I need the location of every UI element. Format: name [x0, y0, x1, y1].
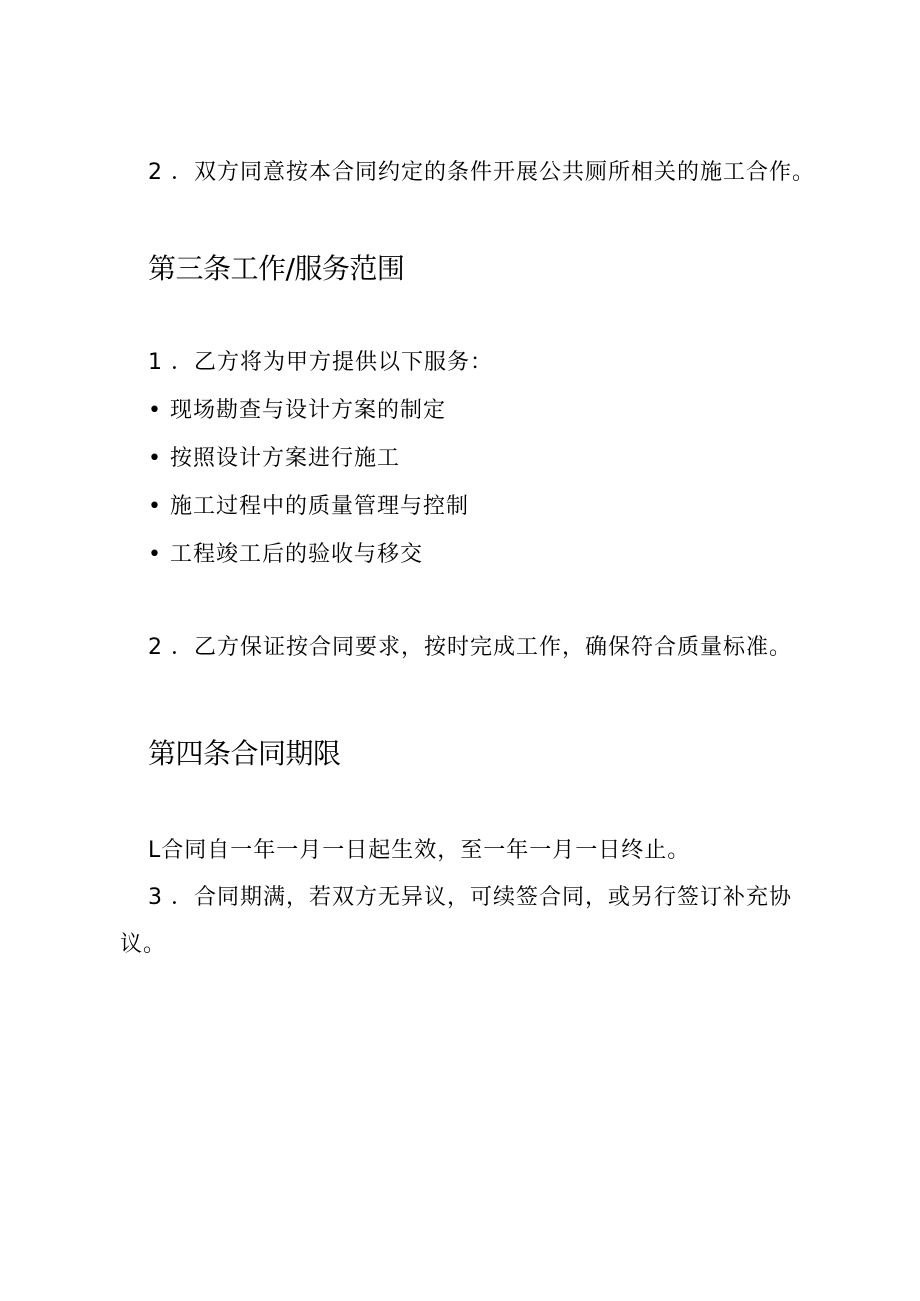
article4-item3-line1: 3 ．合同期满，若双方无异议，可续签合同，或另行签订补充协 — [148, 885, 792, 910]
bullet-item — [148, 540, 423, 570]
bullet-item — [148, 444, 400, 474]
bullet-text: 施工过程中的质量管理与控制 — [170, 494, 470, 519]
bullet-icon: • — [148, 398, 162, 423]
article4-item1: L合同自一年一月一日起生效，至一年一月一日终止。 — [148, 838, 691, 863]
article3-item1: 1 ．乙方将为甲方提供以下服务： — [148, 350, 493, 375]
article4-item3-line2: 议。 — [120, 932, 167, 957]
bullet-text: 现场勘查与设计方案的制定 — [170, 398, 447, 423]
article3-heading: 第三条工作/服务范围 — [148, 252, 405, 285]
bullet-icon: • — [148, 494, 162, 519]
article3-item2: 2 ．乙方保证按合同要求，按时完成工作，确保符合质量标准。 — [148, 635, 792, 660]
article4-heading: 第四条合同期限 — [148, 737, 341, 770]
bullet-item — [148, 396, 446, 426]
bullet-text: 按照设计方案进行施工 — [170, 446, 401, 471]
bullet-text: 工程竣工后的验收与移交 — [170, 542, 424, 567]
bullet-icon: • — [148, 446, 162, 471]
bullet-item — [148, 492, 469, 522]
article2-item2: 2 ．双方同意按本合同约定的条件开展公共厕所相关的施工合作。 — [148, 160, 815, 185]
bullet-icon: • — [148, 542, 162, 567]
